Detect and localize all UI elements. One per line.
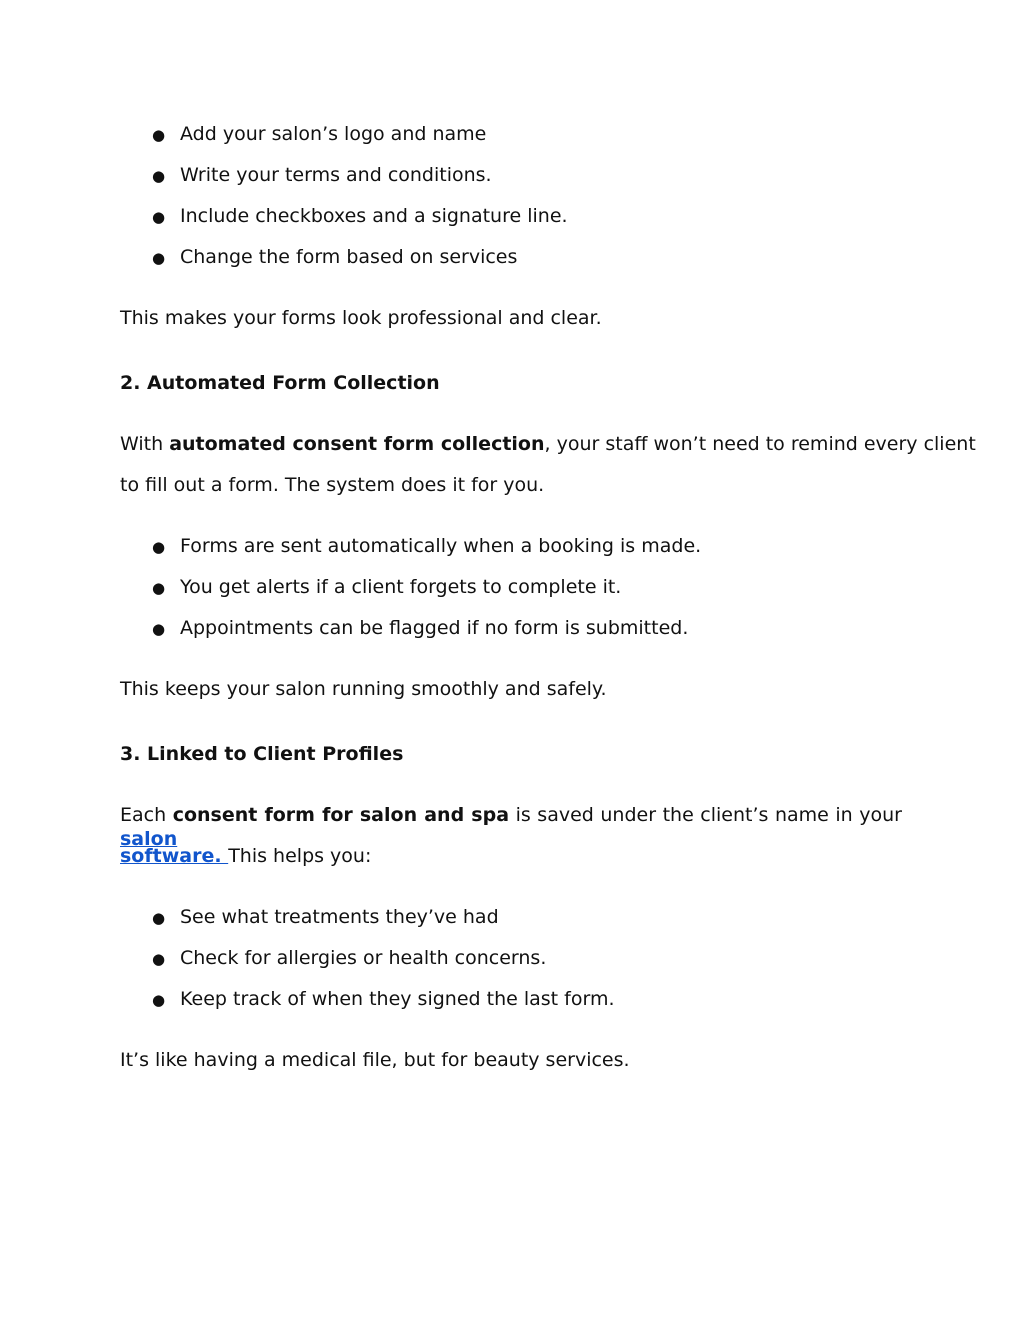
list-item: ● See what treatments they’ve had [152, 906, 499, 928]
paragraph-line: With automated consent form collection, your staff won’t need to remind every client [120, 433, 976, 455]
paragraph-line: to fill out a form. The system does it for you. [120, 474, 545, 496]
paragraph-line: software. This helps you: [120, 845, 372, 867]
list-item: ● You get alerts if a client forgets to complete it. [152, 576, 622, 598]
bullet-icon: ● [152, 126, 166, 144]
paragraph: It’s like having a medical file, but for beauty services. [120, 1049, 630, 1071]
list-item: ● Check for allergies or health concerns. [152, 947, 547, 969]
list-item: ● Keep track of when they signed the last form. [152, 988, 615, 1010]
paragraph-line: Each consent form for salon and spa is saved under the client’s name in your salon [120, 804, 902, 850]
bold-phrase: consent form for salon and spa [172, 804, 510, 826]
bullet-icon: ● [152, 579, 166, 597]
bullet-icon: ● [152, 620, 166, 638]
section-heading: 2. Automated Form Collection [120, 372, 440, 394]
bullet-icon: ● [152, 167, 166, 185]
list-item: ● Appointments can be flagged if no form is submitted. [152, 617, 689, 639]
list-item: ● Change the form based on services [152, 246, 518, 268]
bullet-icon: ● [152, 208, 166, 226]
section-heading: 3. Linked to Client Profiles [120, 743, 404, 765]
bold-phrase: automated consent form collection [169, 433, 545, 455]
bullet-icon: ● [152, 909, 166, 927]
list-item: ● Include checkboxes and a signature line. [152, 205, 568, 227]
bullet-icon: ● [152, 950, 166, 968]
paragraph: This keeps your salon running smoothly and safely. [120, 678, 607, 700]
bullet-icon: ● [152, 538, 166, 556]
list-item: ● Write your terms and conditions. [152, 164, 492, 186]
salon-software-link[interactable]: salon [120, 828, 178, 850]
list-item: ● Add your salon’s logo and name [152, 123, 487, 145]
bullet-icon: ● [152, 991, 166, 1009]
bullet-icon: ● [152, 249, 166, 267]
paragraph: This makes your forms look professional and clear. [120, 307, 602, 329]
salon-software-link[interactable]: software. [120, 845, 229, 867]
list-item: ● Forms are sent automatically when a booking is made. [152, 535, 702, 557]
